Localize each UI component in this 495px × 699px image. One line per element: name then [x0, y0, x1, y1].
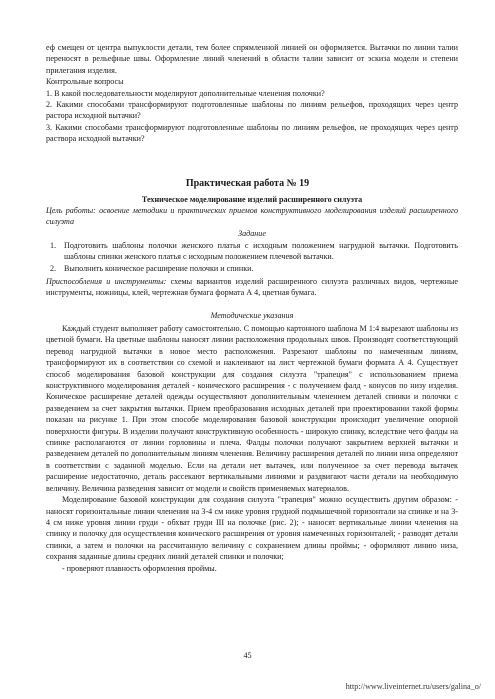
body-paragraph: - проверяют плавность оформления проймы.	[62, 563, 217, 573]
work-subtitle: Техническое моделирование изделий расширенного силуэта	[141, 195, 363, 204]
tools-paragraph	[46, 276, 458, 299]
task-text: Подготовить шаблоны полочки женского платья с исходным положением нагрудной вытачки. Подготовить шаблоны спинки женского платья с исходным положением плечевой вытачки.	[64, 241, 458, 262]
task-heading: Задание	[238, 229, 266, 238]
question-3: 3. Какими способами трансформируют подготовленные шаблоны по линиям рельефов, не проходящих через центр раствора исходной вытачки?	[46, 122, 458, 144]
body-paragraph: Моделирование базовой конструкции для создания силуэта "трапеция" можно осуществить другим образом: - наносят горизонтальные линии членения на 3-4 см ниже уровня грудной подмышечной горизонтали на спинке и на 3-4 см ниже уровня линии груди - обхват груди III на полочке (рис. 2); - наносят вертикальные линии членения на спинку и полочку для осуществления конического расширения от уровня намеченных горизонталей; - разводят детали спинки, а затем и полочки на рассчитанную величину с сохранением длины проймы; - оформляют линию низа, сохраняя заданные длины средних линий деталей спинки и полочки;	[46, 495, 458, 562]
intro-paragraph: еф смещен от центра выпуклости детали, тем более спрямленной линией он оформляется. Вытачки по линии талии переносят в рельефные швы. Оформление линий членений в области талии зависит от эскиза модели и степени прилегания изделия.	[46, 43, 458, 75]
watermark-url[interactable]: http://www.liveinternet.ru/users/galina_o/	[345, 682, 481, 691]
question-1: 1. В какой последовательности моделируют дополнительные членения полочки?	[46, 88, 325, 98]
top-text-block	[46, 42, 458, 145]
task-number: 1.	[50, 241, 57, 250]
task-item	[46, 263, 458, 274]
task-number: 2.	[50, 263, 57, 273]
question-2: 2. Какими способами трансформируют подготовленные шаблоны по линиям рельефов, проходящих через центр растора исходной вытачки?	[46, 100, 458, 121]
task-item	[46, 240, 458, 263]
work-goal: Цель работы: освоение методики и практических приемов конструктивного моделирования изделий расширенного силуэта	[46, 206, 458, 227]
tools-text: схемы вариантов изделий расширенного силуэта различных видов, чертежные инструменты, ножницы, клей, чертежная бумага формата А 4, цветная бумага.	[46, 277, 458, 298]
method-heading: Методические указания	[210, 311, 294, 320]
practical-work-title: Практическая работа № 19	[185, 178, 310, 189]
body-paragraph: Каждый студент выполняет работу самостоятельно. С помощью картонного шаблона М 1:4 вырезают шаблоны из цветной бумаги. На цветные шаблоны наносят линии расположения продольных швов. Производят соответствующий перевод нагрудной вытачки в новое место расположения. Разрезают шаблоны по намеченным линиям, трансформируют их в соответствии со схемой и наклеивают на лист чертежной бумаги формата А 4. Существует способ моделирования базовой конструкции для создания силуэта "трапеция" с использованием приема конструктивного моделирования деталей - конического расширения - с получением фалд - конусов по низу изделия. Коническое расширение деталей одежды осуществляют дополнительным членением деталей спинки и полочки с разведением за счет закрытия вытачки. Прием преобразования исходных деталей при проектировании такой формы показан на рисунке 1. При этом способе моделирования базовой конструкции происходит увеличение опорной поверхности фигуры. В изделии получают конструктивную особенность - широкую спинку, вследствие чего фалды на спинке располагаются от линии горловины и плеча. Фалды полочки получают закрытием верхней вытачки и разведением деталей по дополнительным линиям членения. Величину расширения деталей по линии низа определяют в соответствии с заданной моделью. Если на детали нет вытачек, или полученное за счет перевода вытачек расширение недостаточно, деталь рассекают вертикальными линиями и раздвигают части детали на необходимую величину. Величина разведения зависит от модели и свойств применяемых материалов.	[46, 324, 458, 493]
method-body	[46, 323, 458, 574]
page-number: 45	[243, 651, 252, 660]
tools-label: Приспособления и инструменты:	[46, 277, 167, 286]
task-list	[46, 240, 458, 274]
control-questions-title: Контрольные вопросы	[46, 77, 124, 87]
task-text: Выполнить коническое расширение полочки и спинки.	[64, 263, 254, 273]
